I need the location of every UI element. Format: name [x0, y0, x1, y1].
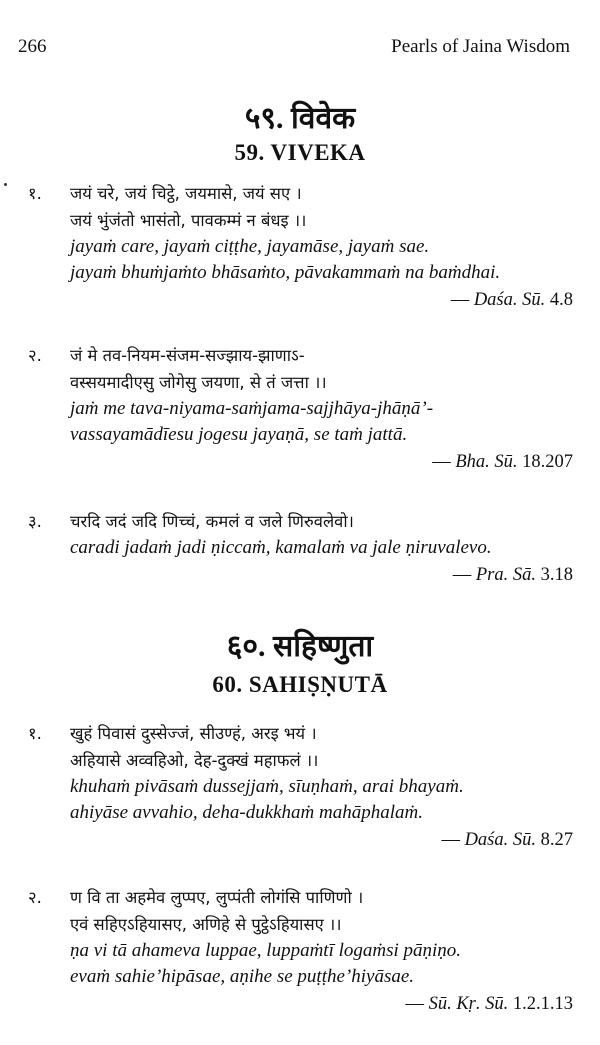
reference-source: Bha. Sū. — [455, 452, 518, 472]
verse-transliteration-line: khuhaṁ pivāsaṁ dussejjaṁ, sīuṇhaṁ, arai bhayaṁ. — [70, 776, 464, 797]
verse-devanagari-line: वस्सयमादीएसु जोगेसु जयणा, से तं जत्ता ।। — [70, 373, 327, 392]
reference-number: 1.2.1.13 — [508, 994, 573, 1014]
verse-transliteration-line: jaṁ me tava-niyama-saṁjama-sajjhāya-jhāṇā’- — [70, 398, 434, 419]
verse-reference: — Daśa. Sū. 8.27 — [441, 830, 573, 850]
verse-number: २. — [28, 888, 42, 907]
scan-speck — [4, 183, 7, 186]
verse-devanagari-line: जयं चरे, जयं चिट्ठे, जयमासे, जयं सए । — [70, 184, 302, 203]
verse-transliteration-line: ahiyāse avvahio, deha-dukkhaṁ mahāphalaṁ. — [70, 802, 424, 823]
verse-transliteration-line: evaṁ sahie’hipāsae, aṇihe se puṭṭhe’hiyāsae. — [70, 966, 415, 987]
verse-transliteration-line: ṇa vi tā ahameva luppae, luppaṁtī logaṁsi pāṇiṇo. — [70, 940, 462, 961]
page-number: 266 — [18, 36, 47, 57]
verse-devanagari-line: खुहं पिवासं दुस्सेज्जं, सीउण्हं, अरइ भयं । — [70, 724, 317, 743]
reference-source: Daśa. Sū. — [473, 290, 546, 310]
verse-number: २. — [28, 346, 42, 365]
verse-transliteration-line: vassayamādīesu jogesu jayaṇā, se taṁ jattā. — [70, 424, 408, 445]
running-header-title: Pearls of Jaina Wisdom — [391, 36, 570, 57]
verse-number: १. — [28, 184, 42, 203]
verse-devanagari-line: जं मे तव-नियम-संजम-सज्झाय-झाणाऽ- — [70, 346, 305, 365]
verse-reference: — Bha. Sū. 18.207 — [432, 452, 573, 472]
verse-transliteration-line: jayaṁ bhuṁjaṁto bhāsaṁto, pāvakammaṁ na baṁdhai. — [70, 262, 501, 283]
verse-number: १. — [28, 724, 42, 743]
verse-devanagari-line: अहियासे अव्वहिओ, देह-दुक्खं महाफलं ।। — [70, 751, 319, 770]
section-title-devanagari: ६०. सहिष्णुता — [226, 630, 374, 663]
reference-number: 18.207 — [517, 452, 573, 472]
verse-transliteration-line: caradi jadaṁ jadi ṇiccaṁ, kamalaṁ va jale ṇiruvalevo. — [70, 537, 492, 558]
reference-number: 8.27 — [536, 830, 573, 850]
reference-source: Sū. Kṛ. Sū. — [428, 994, 509, 1014]
verse-transliteration-line: jayaṁ care, jayaṁ ciṭṭhe, jayamāse, jayaṁ sae. — [70, 236, 430, 257]
verse-reference: — Daśa. Sū. 4.8 — [450, 290, 573, 310]
reference-source: Daśa. Sū. — [464, 830, 536, 850]
verse-number: ३. — [28, 512, 42, 531]
section-title-latin: 59. VIVEKA — [234, 140, 366, 165]
reference-number: 4.8 — [545, 290, 573, 310]
verse-devanagari-line: ण वि ता अहमेव लुप्पए, लुप्पंती लोगंसि पाणिणो । — [70, 888, 364, 907]
section-title-devanagari: ५९. विवेक — [244, 102, 356, 135]
verse-reference: — Sū. Kṛ. Sū. 1.2.1.13 — [405, 994, 573, 1014]
section-title-latin: 60. SAHIṢṆUTĀ — [212, 672, 388, 697]
verse-devanagari-line: जयं भुंजंतो भासंतो, पावकम्मं न बंधइ ।। — [70, 211, 307, 230]
verse-devanagari-line: एवं सहिएऽहियासए, अणिहे से पुट्ठेऽहियासए ।। — [70, 915, 342, 934]
verse-reference: — Pra. Sā. 3.18 — [452, 565, 573, 585]
reference-number: 3.18 — [536, 565, 573, 585]
reference-source: Pra. Sā. — [475, 565, 536, 585]
verse-devanagari-line: चरदि जदं जदि णिच्चं, कमलं व जले णिरुवलेवो। — [70, 512, 354, 531]
